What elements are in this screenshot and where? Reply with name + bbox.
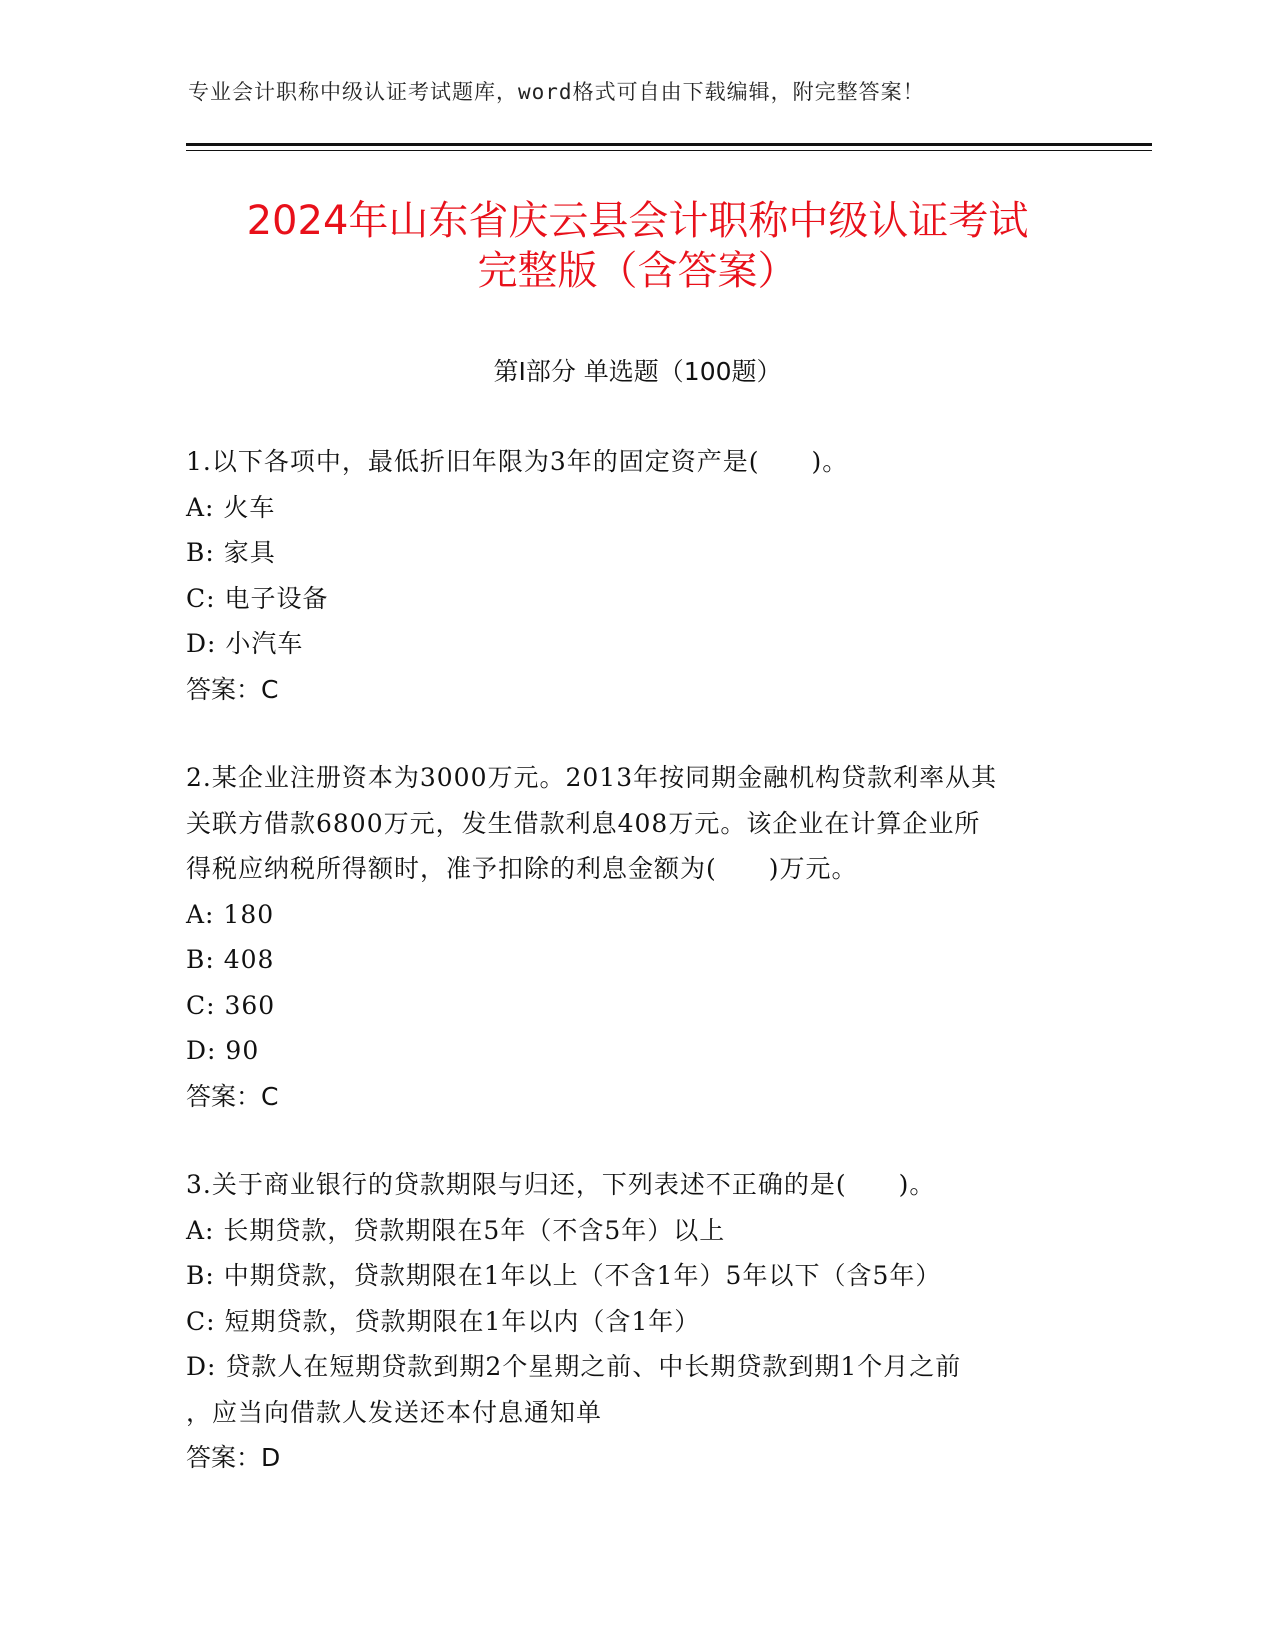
answer: 答案：C <box>186 674 279 704</box>
option-c: C: 短期贷款，贷款期限在1年以内（含1年） <box>186 1306 701 1336</box>
question-stem-line2: 关联方借款6800万元，发生借款利息408万元。该企业在计算企业所 <box>186 808 981 838</box>
option-b: B: 中期贷款，贷款期限在1年以上（不含1年）5年以下（含5年） <box>186 1261 942 1290</box>
option-a: A: 长期贷款，贷款期限在5年（不含5年）以上 <box>186 1215 726 1245</box>
answer: 答案：C <box>186 1081 279 1111</box>
question-1 <box>186 439 1086 712</box>
question-stem: 1.以下各项中，最低折旧年限为3年的固定资产是( )。 <box>186 447 849 476</box>
question-stem-line3: 得税应纳税所得额时，准予扣除的利息金额为( )万元。 <box>186 854 858 883</box>
option-c: C: 电子设备 <box>186 583 329 613</box>
option-b: B: 家具 <box>186 538 276 567</box>
option-d-line1: D: 贷款人在短期贷款到期2个星期之前、中长期贷款到期1个月之前 <box>186 1352 962 1381</box>
question-stem: 3.关于商业银行的贷款期限与归还，下列表述不正确的是( )。 <box>186 1170 936 1199</box>
document-title <box>150 196 1125 296</box>
section-heading: 第Ⅰ部分 单选题（100题） <box>493 357 782 386</box>
document-title-line2: 完整版（含答案） <box>477 248 798 294</box>
option-c: C: 360 <box>186 990 276 1020</box>
question-2 <box>186 755 1086 1119</box>
option-a: A: 180 <box>186 899 275 929</box>
header-divider-thick <box>186 143 1152 146</box>
question-3 <box>186 1162 1086 1481</box>
header-note: 专业会计职称中级认证考试题库，word格式可自由下载编辑，附完整答案！ <box>188 80 925 104</box>
option-d: D: 90 <box>186 1036 260 1065</box>
question-stem-line1: 2.某企业注册资本为3000万元。2013年按同期金融机构贷款利率从其 <box>186 763 998 792</box>
option-a: A: 火车 <box>186 492 276 522</box>
option-d: D: 小汽车 <box>186 629 304 658</box>
answer: 答案：D <box>186 1443 281 1472</box>
header-divider-thin <box>186 150 1152 151</box>
document-title-line1: 2024年山东省庆云县会计职称中级认证考试 <box>246 198 1029 244</box>
option-b: B: 408 <box>186 945 275 974</box>
option-d-line2: ，应当向借款人发送还本付息通知单 <box>186 1397 603 1427</box>
